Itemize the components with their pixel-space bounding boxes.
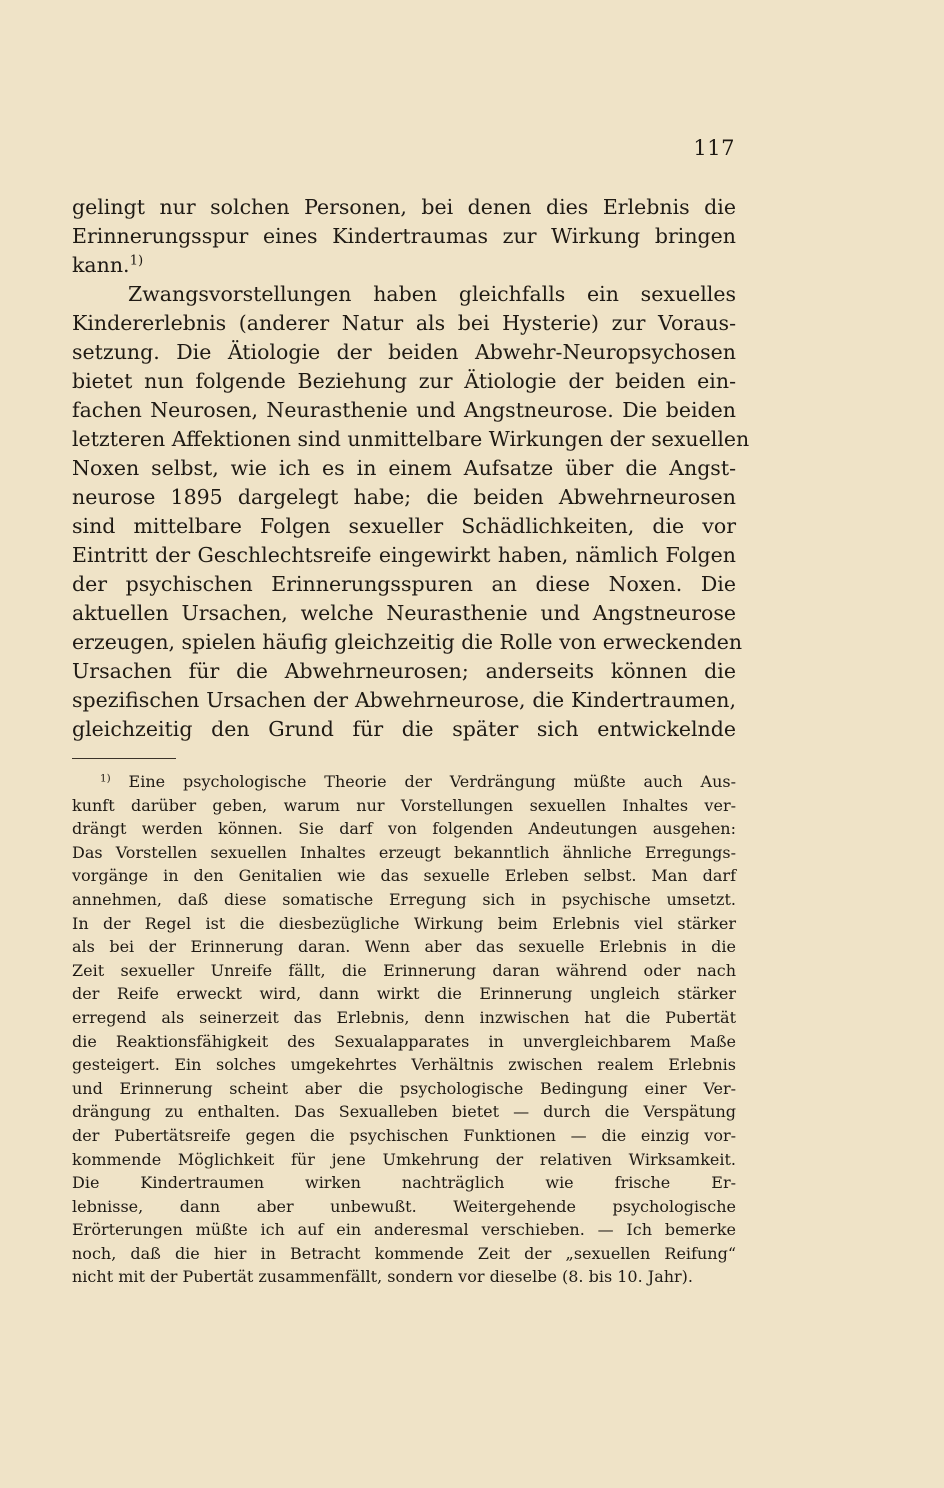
footnote-line: In der Regel ist die diesbezügliche Wirkung beim Erlebnis viel stärker	[72, 913, 736, 933]
footnote-line: Erörterungen müßte ich auf ein anderesmal verschieben. — Ich bemerke	[72, 1220, 736, 1240]
footnote-line: drängung zu enthalten. Das Sexualleben bietet — durch die Verspätung	[72, 1102, 736, 1122]
footnote-line: Zeit sexueller Unreife fällt, die Erinnerung daran während oder nach	[72, 960, 736, 980]
footnote-line: nicht mit der Pubertät zusammenfällt, sondern vor dieselbe (8. bis 10. Jahr).	[72, 1267, 694, 1287]
footnote-line: lebnisse, dann aber unbewußt. Weitergehende psychologische	[72, 1196, 736, 1216]
footnote-line: gesteigert. Ein solches umgekehrtes Verhältnis zwischen realem Erlebnis	[72, 1055, 736, 1075]
text-line: aktuellen Ursachen, welche Neurasthenie und Angstneurose	[72, 601, 736, 625]
text-line: gelingt nur solchen Personen, bei denen dies Erlebnis die	[72, 195, 736, 219]
footnote-line: annehmen, daß diese somatische Erregung sich in psychische umsetzt.	[72, 889, 736, 909]
footnote-marker: 1)	[100, 772, 111, 785]
footnote-line: und Erinnerung scheint aber die psychologische Bedingung einer Ver-	[72, 1078, 736, 1098]
text-line: Noxen selbst, wie ich es in einem Aufsatze über die Angst-	[72, 456, 736, 480]
text-line: erzeugen, spielen häufig gleichzeitig die Rolle von erweckenden	[72, 630, 743, 654]
text-line-content: kann.	[72, 253, 130, 277]
footnote-line: noch, daß die hier in Betracht kommende Zeit der „sexuellen Reifung“	[72, 1243, 736, 1263]
footnote-line: vorgänge in den Genitalien wie das sexuelle Erleben selbst. Man darf	[72, 866, 736, 886]
footnote-line: Das Vorstellen sexuellen Inhaltes erzeugt bekanntlich ähnliche Erregungs-	[72, 842, 736, 862]
footnote-reference[interactable]: 1)	[129, 253, 144, 269]
footnote-line: kunft darüber geben, warum nur Vorstellungen sexuellen Inhaltes ver-	[72, 795, 736, 815]
footnote-line: drängt werden können. Sie darf von folgenden Andeutungen ausgehen:	[72, 819, 736, 839]
text-line: Erinnerungsspur eines Kindertraumas zur Wirkung bringen	[72, 224, 736, 248]
text-line: Zwangsvorstellungen haben gleichfalls ein sexuelles	[128, 282, 736, 306]
text-line: bietet nun folgende Beziehung zur Ätiologie der beiden ein-	[72, 369, 736, 393]
page-number: 117	[693, 136, 735, 160]
footnote-line	[72, 770, 736, 794]
text-line: neurose 1895 dargelegt habe; die beiden Abwehrneurosen	[72, 485, 736, 509]
text-line: Kindererlebnis (anderer Natur als bei Hysterie) zur Voraus-	[72, 311, 736, 335]
text-line: Eintritt der Geschlechtsreife eingewirkt haben, nämlich Folgen	[72, 543, 736, 567]
footnote-line: der Reife erweckt wird, dann wirkt die Erinnerung ungleich stärker	[72, 984, 736, 1004]
footnote-line: erregend als seinerzeit das Erlebnis, denn inzwischen hat die Pubertät	[72, 1007, 736, 1027]
footnote-line: die Reaktionsfähigkeit des Sexualapparates in unvergleichbarem Maße	[72, 1031, 736, 1051]
footnote-line-content: Eine psychologische Theorie der Verdrängung müßte auch Aus-	[128, 772, 736, 791]
text-line: sind mittelbare Folgen sexueller Schädlichkeiten, die vor	[72, 514, 736, 538]
footnote-line: der Pubertätsreife gegen die psychischen Funktionen — die einzig vor-	[72, 1125, 736, 1145]
text-line: spezifischen Ursachen der Abwehrneurose, die Kindertraumen,	[72, 688, 736, 712]
footnote-divider	[72, 758, 176, 759]
main-text	[72, 193, 750, 744]
text-line: gleichzeitig den Grund für die später sich entwickelnde	[72, 717, 736, 741]
text-line: fachen Neurosen, Neurasthenie und Angstneurose. Die beiden	[72, 398, 736, 422]
text-line: der psychischen Erinnerungsspuren an diese Noxen. Die	[72, 572, 736, 596]
footnote-line: Die Kindertraumen wirken nachträglich wie frische Er-	[72, 1173, 736, 1193]
text-line	[72, 251, 736, 280]
text-line: Ursachen für die Abwehrneurosen; anderseits können die	[72, 659, 736, 683]
footnote	[72, 770, 736, 1289]
text-line: letzteren Affektionen sind unmittelbare Wirkungen der sexuellen	[72, 427, 750, 451]
footnote-line: als bei der Erinnerung daran. Wenn aber das sexuelle Erlebnis in die	[72, 937, 736, 957]
footnote-line: kommende Möglichkeit für jene Umkehrung der relativen Wirksamkeit.	[72, 1149, 736, 1169]
text-line: setzung. Die Ätiologie der beiden Abwehr-Neuropsychosen	[72, 340, 736, 364]
